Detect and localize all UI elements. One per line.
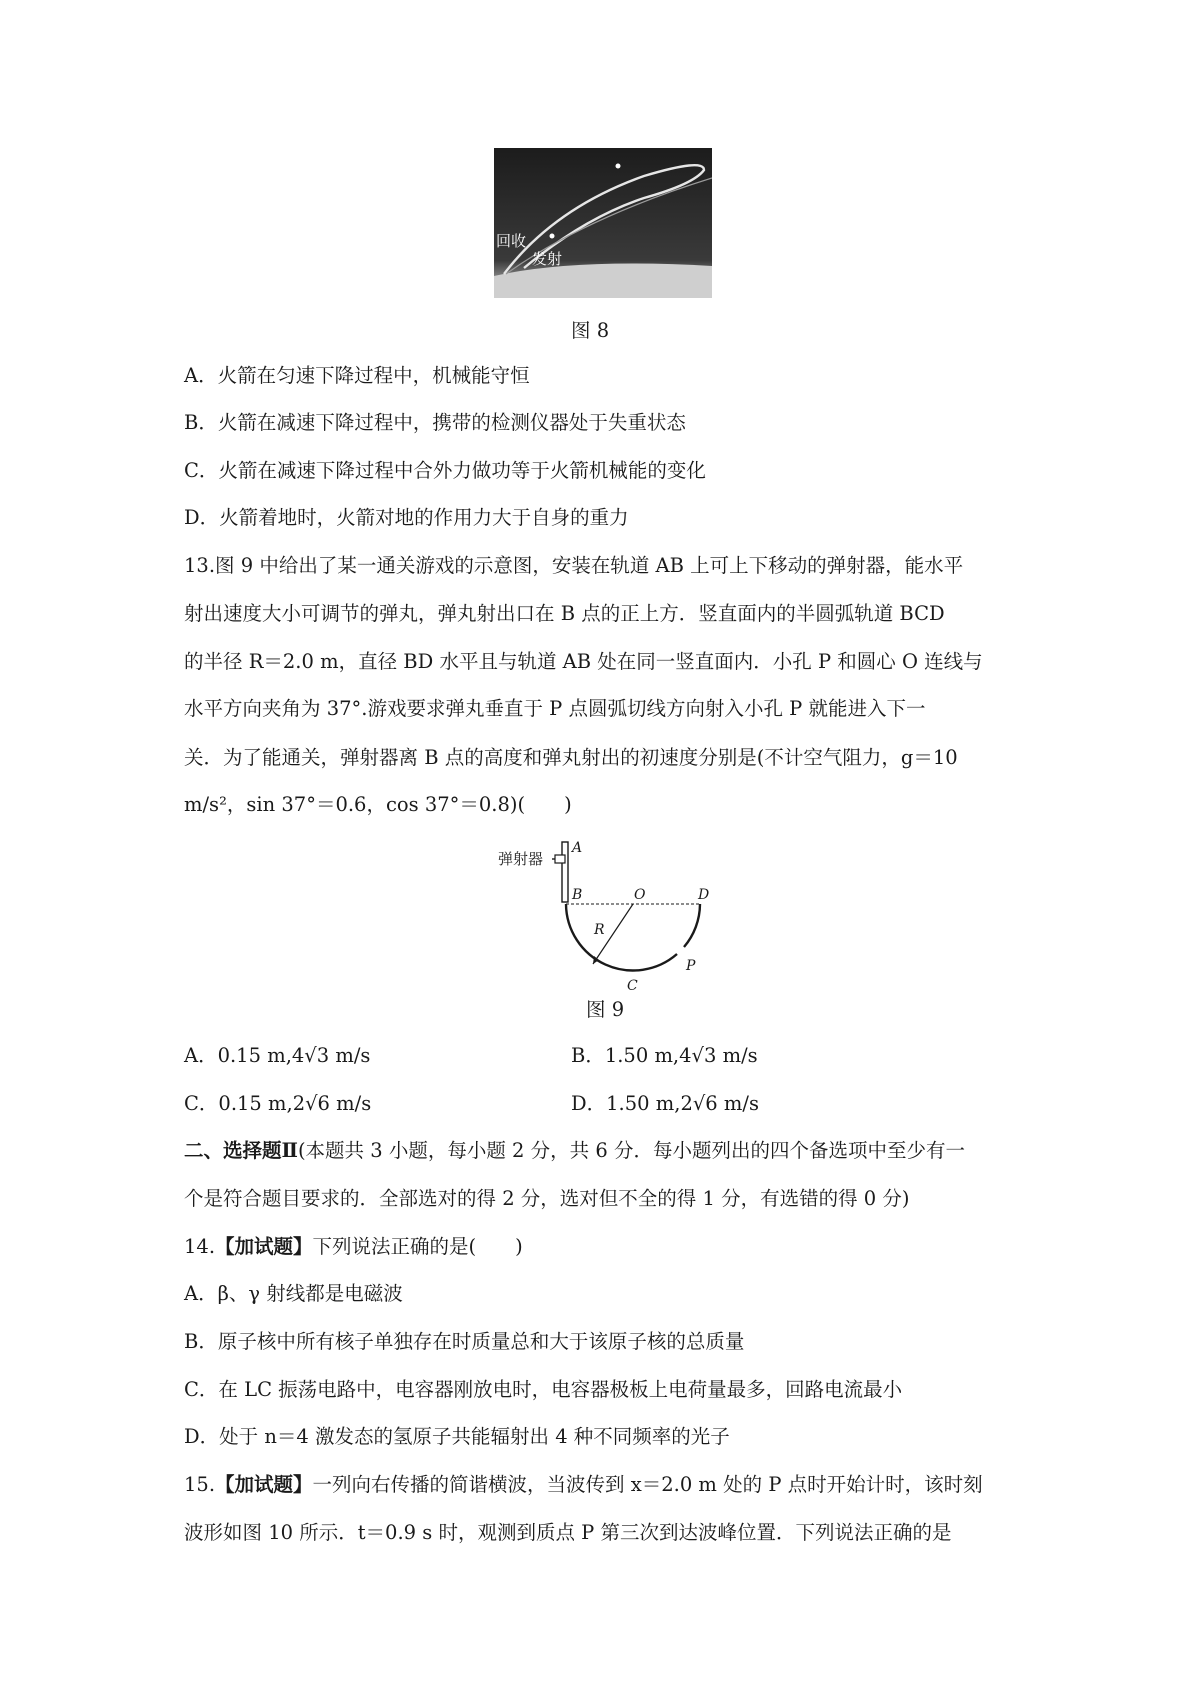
q14-tag: 【加试题】	[215, 1235, 313, 1258]
point-p-label: P	[686, 958, 696, 974]
q13-stem-line: 关．为了能通关，弹射器离 B 点的高度和弹丸射出的初速度分别是(不计空气阻力，g＝10	[184, 746, 958, 769]
q14-option-d: D．处于 n＝4 激发态的氢原子共能辐射出 4 种不同频率的光子	[184, 1425, 730, 1448]
q14-option-a: A．β、γ 射线都是电磁波	[184, 1282, 403, 1305]
rocket-trajectory-photo	[494, 148, 712, 298]
q13-option-b: B．1.50 m,4√3 m/s	[571, 1044, 758, 1067]
q14-option-b: B．原子核中所有核子单独存在时质量总和大于该原子核的总质量	[184, 1330, 745, 1353]
point-d-label: D	[698, 887, 710, 903]
figure-8-caption: 图 8	[571, 319, 610, 342]
figure-9-caption: 图 9	[586, 998, 625, 1021]
q15-stem	[184, 1470, 983, 1500]
q12-option-d: D．火箭着地时，火箭对地的作用力大于自身的重力	[184, 506, 629, 529]
q13-option-c: C．0.15 m,2√6 m/s	[184, 1092, 372, 1115]
radius-label: R	[594, 922, 605, 938]
label-launch: 发射	[532, 250, 563, 268]
q12-option-c: C．火箭在减速下降过程中合外力做功等于火箭机械能的变化	[184, 459, 706, 482]
semicircle-track-diagram	[490, 812, 730, 992]
q13-stem-line: 的半径 R＝2.0 m，直径 BD 水平且与轨道 AB 处在同一竖直面内．小孔 P 和圆心 O 连线与	[184, 650, 983, 673]
q13-option-d: D．1.50 m,2√6 m/s	[571, 1092, 759, 1115]
q15-number: 15.	[184, 1473, 216, 1496]
q12-option-b: B．火箭在减速下降过程中，携带的检测仪器处于失重状态	[184, 411, 686, 434]
q13-option-a: A．0.15 m,4√3 m/s	[184, 1044, 371, 1067]
q13-stem-line: m/s²，sin 37°＝0.6，cos 37°＝0.8)( )	[184, 793, 572, 816]
label-launcher: 弹射器	[498, 851, 544, 868]
q14-option-c: C．在 LC 振荡电路中，电容器刚放电时，电容器极板上电荷量最多，回路电流最小	[184, 1378, 903, 1401]
q12-option-a: A．火箭在匀速下降过程中，机械能守恒	[184, 364, 530, 387]
section-2-intro-line2: 个是符合题目要求的．全部选对的得 2 分，选对但不全的得 1 分，有选错的得 0 分)	[184, 1187, 910, 1210]
q13-stem-line: 射出速度大小可调节的弹丸，弹丸射出口在 B 点的正上方．竖直面内的半圆弧轨道 BCD	[184, 602, 945, 625]
q13-stem-line: 水平方向夹角为 37°.游戏要求弹丸垂直于 P 点圆弧切线方向射入小孔 P 就能进入下一	[184, 697, 926, 720]
section-2-intro	[184, 1136, 965, 1166]
point-o-label: O	[634, 887, 646, 903]
point-b-label: B	[572, 887, 583, 903]
point-c-label: C	[627, 978, 638, 992]
section-2-title: 二、选择题Ⅱ	[184, 1139, 298, 1162]
point-a-label: A	[572, 840, 583, 856]
q14-stem-text: 下列说法正确的是( )	[312, 1235, 523, 1258]
section-2-intro-rest: (本题共 3 小题，每小题 2 分，共 6 分．每小题列出的四个备选项中至少有一	[297, 1139, 965, 1162]
label-recover: 回收	[496, 232, 527, 250]
q13-stem-line: 13.图 9 中给出了某一通关游戏的示意图，安装在轨道 AB 上可上下移动的弹射器，能水平	[184, 554, 964, 577]
q14-stem	[184, 1232, 523, 1262]
q15-stem-text: 一列向右传播的简谐横波，当波传到 x＝2.0 m 处的 P 点时开始计时，该时刻	[312, 1473, 983, 1496]
q15-stem-line2: 波形如图 10 所示．t＝0.9 s 时，观测到质点 P 第三次到达波峰位置．下列说法正确的是	[184, 1521, 952, 1544]
q15-tag: 【加试题】	[215, 1473, 313, 1496]
q14-number: 14.	[184, 1235, 216, 1258]
